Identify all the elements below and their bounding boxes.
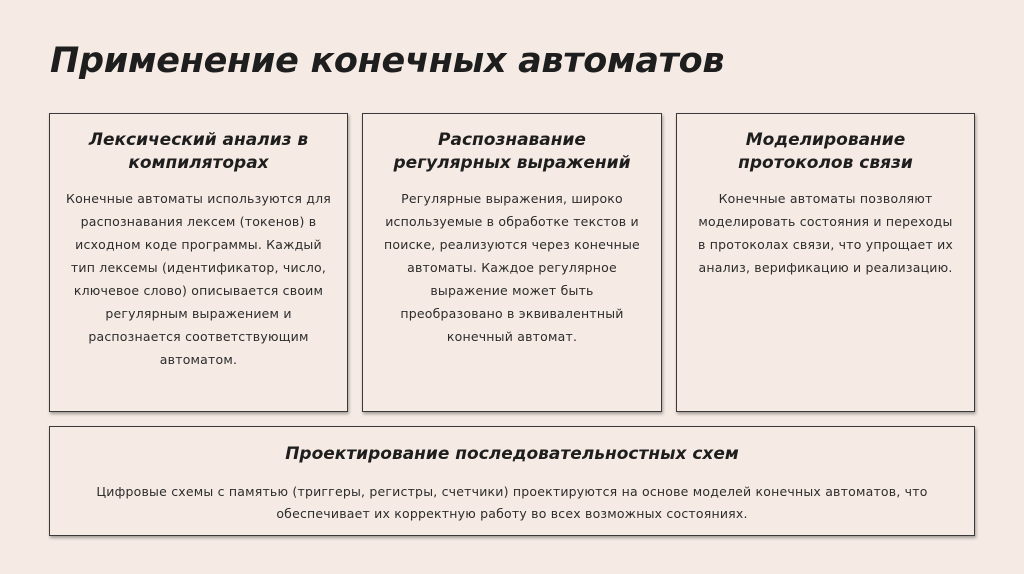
card-text: Конечные автоматы позволяют моделировать состояния и переходы в протоколах связи, что упрощает их анализ, верификацию и реализацию.	[697, 191, 954, 275]
card-text: Цифровые схемы с памятью (триггеры, регистры, счетчики) проектируются на основе моделей конечных автоматов, что обеспечивает их корректную работу во всех возможных состояниях.	[96, 484, 928, 521]
card-lexical-analysis	[49, 113, 348, 412]
card-title: Проектирование последовательностных схем	[285, 444, 739, 464]
card-sequential-circuits	[49, 426, 975, 536]
card-regex-recognition	[362, 113, 662, 412]
card-text: Регулярные выражения, широко используемые в обработке текстов и поиске, реализуются через конечные автоматы. Каждое регулярное выражение может быть преобразовано в эквивалентный конечный автомат.	[384, 191, 640, 344]
card-text: Конечные автоматы используются для распознавания лексем (токенов) в исходном коде программы. Каждый тип лексемы (идентификатор, число, ключевое слово) описывается своим регулярным выражением и распознается соответствующим автоматом.	[66, 191, 331, 367]
card-protocol-modeling	[676, 113, 975, 412]
card-title: Лексический анализ в компиляторах	[88, 130, 309, 173]
card-title: Моделирование протоколов связи	[738, 130, 913, 173]
card-title: Распознавание регулярных выражений	[393, 130, 631, 173]
slide-title: Применение конечных автоматов	[50, 41, 725, 81]
